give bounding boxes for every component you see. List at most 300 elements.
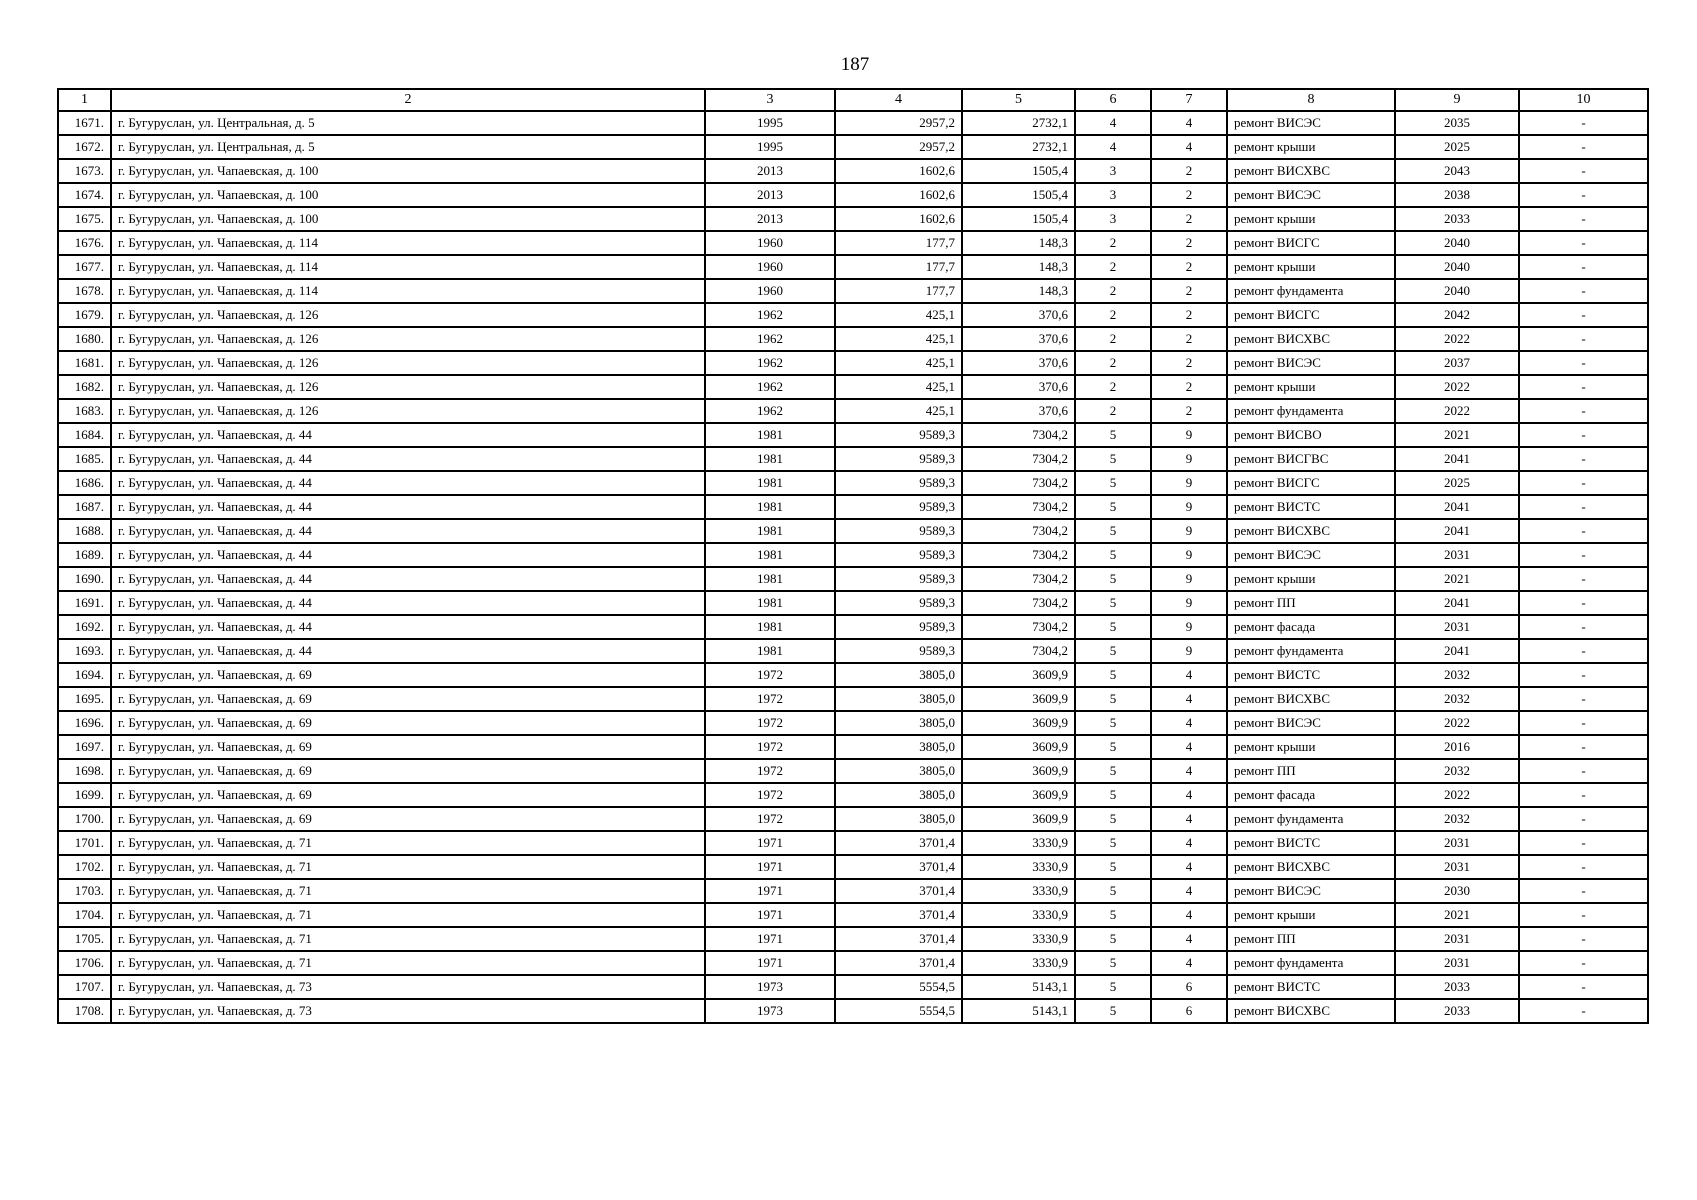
table-row xyxy=(58,159,1648,183)
table-row xyxy=(58,975,1648,999)
planned-year-cell: 2021 xyxy=(1395,903,1519,927)
living-area-cell: 3330,9 xyxy=(962,927,1075,951)
entrances-cell: 2 xyxy=(1151,399,1227,423)
floors-cell: 2 xyxy=(1075,351,1151,375)
table-row xyxy=(58,255,1648,279)
living-area-cell: 370,6 xyxy=(962,327,1075,351)
table-row xyxy=(58,207,1648,231)
entrances-cell: 2 xyxy=(1151,255,1227,279)
address-cell: г. Бугуруслан, ул. Чапаевская, д. 69 xyxy=(111,783,705,807)
living-area-cell: 148,3 xyxy=(962,255,1075,279)
floors-cell: 5 xyxy=(1075,759,1151,783)
total-area-cell: 3805,0 xyxy=(835,687,962,711)
year-built-cell: 1972 xyxy=(705,807,835,831)
note-cell: - xyxy=(1519,135,1648,159)
row-number-cell: 1684. xyxy=(58,423,111,447)
work-type-cell: ремонт ВИСХВС xyxy=(1227,327,1395,351)
floors-cell: 5 xyxy=(1075,879,1151,903)
floors-cell: 2 xyxy=(1075,255,1151,279)
planned-year-cell: 2025 xyxy=(1395,135,1519,159)
total-area-cell: 425,1 xyxy=(835,327,962,351)
total-area-cell: 3701,4 xyxy=(835,879,962,903)
note-cell: - xyxy=(1519,591,1648,615)
floors-cell: 3 xyxy=(1075,183,1151,207)
note-cell: - xyxy=(1519,255,1648,279)
address-cell: г. Бугуруслан, ул. Чапаевская, д. 126 xyxy=(111,303,705,327)
total-area-cell: 1602,6 xyxy=(835,207,962,231)
entrances-cell: 6 xyxy=(1151,999,1227,1023)
total-area-cell: 5554,5 xyxy=(835,975,962,999)
row-number-cell: 1691. xyxy=(58,591,111,615)
year-built-cell: 2013 xyxy=(705,207,835,231)
total-area-cell: 425,1 xyxy=(835,375,962,399)
year-built-cell: 2013 xyxy=(705,159,835,183)
table-row xyxy=(58,951,1648,975)
living-area-cell: 1505,4 xyxy=(962,159,1075,183)
living-area-cell: 7304,2 xyxy=(962,423,1075,447)
address-cell: г. Бугуруслан, ул. Центральная, д. 5 xyxy=(111,111,705,135)
living-area-cell: 7304,2 xyxy=(962,615,1075,639)
planned-year-cell: 2032 xyxy=(1395,759,1519,783)
floors-cell: 5 xyxy=(1075,495,1151,519)
address-cell: г. Бугуруслан, ул. Чапаевская, д. 71 xyxy=(111,903,705,927)
total-area-cell: 9589,3 xyxy=(835,543,962,567)
floors-cell: 5 xyxy=(1075,687,1151,711)
row-number-cell: 1696. xyxy=(58,711,111,735)
table-row xyxy=(58,231,1648,255)
living-area-cell: 7304,2 xyxy=(962,639,1075,663)
row-number-cell: 1688. xyxy=(58,519,111,543)
entrances-cell: 4 xyxy=(1151,927,1227,951)
living-area-cell: 3330,9 xyxy=(962,855,1075,879)
row-number-cell: 1671. xyxy=(58,111,111,135)
address-cell: г. Бугуруслан, ул. Чапаевская, д. 44 xyxy=(111,471,705,495)
work-type-cell: ремонт ВИСХВС xyxy=(1227,855,1395,879)
table-row xyxy=(58,471,1648,495)
entrances-cell: 4 xyxy=(1151,807,1227,831)
table-row xyxy=(58,999,1648,1023)
address-cell: г. Бугуруслан, ул. Чапаевская, д. 73 xyxy=(111,975,705,999)
entrances-cell: 4 xyxy=(1151,759,1227,783)
address-cell: г. Бугуруслан, ул. Чапаевская, д. 44 xyxy=(111,543,705,567)
living-area-cell: 7304,2 xyxy=(962,591,1075,615)
entrances-cell: 2 xyxy=(1151,207,1227,231)
entrances-cell: 4 xyxy=(1151,783,1227,807)
note-cell: - xyxy=(1519,831,1648,855)
note-cell: - xyxy=(1519,399,1648,423)
floors-cell: 3 xyxy=(1075,207,1151,231)
total-area-cell: 3805,0 xyxy=(835,711,962,735)
planned-year-cell: 2033 xyxy=(1395,207,1519,231)
total-area-cell: 9589,3 xyxy=(835,519,962,543)
work-type-cell: ремонт ПП xyxy=(1227,927,1395,951)
total-area-cell: 425,1 xyxy=(835,399,962,423)
address-cell: г. Бугуруслан, ул. Чапаевская, д. 126 xyxy=(111,399,705,423)
total-area-cell: 3805,0 xyxy=(835,807,962,831)
total-area-cell: 3805,0 xyxy=(835,735,962,759)
total-area-cell: 3805,0 xyxy=(835,663,962,687)
floors-cell: 2 xyxy=(1075,279,1151,303)
table-row xyxy=(58,135,1648,159)
living-area-cell: 3330,9 xyxy=(962,879,1075,903)
planned-year-cell: 2022 xyxy=(1395,327,1519,351)
living-area-cell: 7304,2 xyxy=(962,567,1075,591)
planned-year-cell: 2031 xyxy=(1395,831,1519,855)
row-number-cell: 1708. xyxy=(58,999,111,1023)
floors-cell: 5 xyxy=(1075,639,1151,663)
total-area-cell: 9589,3 xyxy=(835,639,962,663)
total-area-cell: 177,7 xyxy=(835,279,962,303)
floors-cell: 5 xyxy=(1075,471,1151,495)
floors-cell: 5 xyxy=(1075,447,1151,471)
work-type-cell: ремонт ВИСХВС xyxy=(1227,687,1395,711)
total-area-cell: 3701,4 xyxy=(835,831,962,855)
column-header-3: 3 xyxy=(705,89,835,111)
row-number-cell: 1694. xyxy=(58,663,111,687)
planned-year-cell: 2022 xyxy=(1395,399,1519,423)
work-type-cell: ремонт ВИСЭС xyxy=(1227,879,1395,903)
address-cell: г. Бугуруслан, ул. Чапаевская, д. 114 xyxy=(111,231,705,255)
work-type-cell: ремонт ВИСГС xyxy=(1227,231,1395,255)
floors-cell: 3 xyxy=(1075,159,1151,183)
living-area-cell: 3330,9 xyxy=(962,903,1075,927)
work-type-cell: ремонт ПП xyxy=(1227,591,1395,615)
floors-cell: 2 xyxy=(1075,327,1151,351)
row-number-cell: 1678. xyxy=(58,279,111,303)
entrances-cell: 9 xyxy=(1151,639,1227,663)
year-built-cell: 1962 xyxy=(705,303,835,327)
column-header-8: 8 xyxy=(1227,89,1395,111)
entrances-cell: 9 xyxy=(1151,495,1227,519)
year-built-cell: 1981 xyxy=(705,495,835,519)
row-number-cell: 1699. xyxy=(58,783,111,807)
floors-cell: 5 xyxy=(1075,735,1151,759)
year-built-cell: 1981 xyxy=(705,615,835,639)
table-row xyxy=(58,567,1648,591)
planned-year-cell: 2032 xyxy=(1395,807,1519,831)
total-area-cell: 1602,6 xyxy=(835,159,962,183)
work-type-cell: ремонт ПП xyxy=(1227,759,1395,783)
table-row xyxy=(58,759,1648,783)
total-area-cell: 9589,3 xyxy=(835,567,962,591)
address-cell: г. Бугуруслан, ул. Чапаевская, д. 69 xyxy=(111,807,705,831)
entrances-cell: 2 xyxy=(1151,375,1227,399)
living-area-cell: 3330,9 xyxy=(962,831,1075,855)
work-type-cell: ремонт ВИСТС xyxy=(1227,831,1395,855)
living-area-cell: 3609,9 xyxy=(962,663,1075,687)
total-area-cell: 425,1 xyxy=(835,303,962,327)
address-cell: г. Бугуруслан, ул. Чапаевская, д. 69 xyxy=(111,735,705,759)
floors-cell: 2 xyxy=(1075,231,1151,255)
entrances-cell: 4 xyxy=(1151,663,1227,687)
column-header-2: 2 xyxy=(111,89,705,111)
year-built-cell: 1981 xyxy=(705,423,835,447)
row-number-cell: 1698. xyxy=(58,759,111,783)
planned-year-cell: 2041 xyxy=(1395,639,1519,663)
table-row xyxy=(58,519,1648,543)
note-cell: - xyxy=(1519,543,1648,567)
note-cell: - xyxy=(1519,519,1648,543)
table-row xyxy=(58,903,1648,927)
planned-year-cell: 2022 xyxy=(1395,711,1519,735)
year-built-cell: 1972 xyxy=(705,711,835,735)
planned-year-cell: 2022 xyxy=(1395,375,1519,399)
work-type-cell: ремонт ВИСВО xyxy=(1227,423,1395,447)
year-built-cell: 1971 xyxy=(705,879,835,903)
note-cell: - xyxy=(1519,927,1648,951)
living-area-cell: 5143,1 xyxy=(962,975,1075,999)
total-area-cell: 425,1 xyxy=(835,351,962,375)
entrances-cell: 9 xyxy=(1151,519,1227,543)
address-cell: г. Бугуруслан, ул. Чапаевская, д. 44 xyxy=(111,495,705,519)
work-type-cell: ремонт ВИСЭС xyxy=(1227,111,1395,135)
table-row xyxy=(58,639,1648,663)
year-built-cell: 1962 xyxy=(705,351,835,375)
table-row xyxy=(58,927,1648,951)
note-cell: - xyxy=(1519,735,1648,759)
year-built-cell: 1971 xyxy=(705,855,835,879)
note-cell: - xyxy=(1519,639,1648,663)
entrances-cell: 4 xyxy=(1151,855,1227,879)
work-type-cell: ремонт фасада xyxy=(1227,615,1395,639)
row-number-cell: 1675. xyxy=(58,207,111,231)
entrances-cell: 4 xyxy=(1151,951,1227,975)
address-cell: г. Бугуруслан, ул. Чапаевская, д. 126 xyxy=(111,351,705,375)
table-row xyxy=(58,183,1648,207)
work-type-cell: ремонт крыши xyxy=(1227,375,1395,399)
floors-cell: 4 xyxy=(1075,135,1151,159)
entrances-cell: 2 xyxy=(1151,351,1227,375)
address-cell: г. Бугуруслан, ул. Чапаевская, д. 126 xyxy=(111,327,705,351)
entrances-cell: 9 xyxy=(1151,423,1227,447)
address-cell: г. Бугуруслан, ул. Чапаевская, д. 126 xyxy=(111,375,705,399)
address-cell: г. Бугуруслан, ул. Чапаевская, д. 71 xyxy=(111,855,705,879)
table-row xyxy=(58,663,1648,687)
row-number-cell: 1686. xyxy=(58,471,111,495)
table-row xyxy=(58,423,1648,447)
floors-cell: 5 xyxy=(1075,711,1151,735)
work-type-cell: ремонт фундамента xyxy=(1227,399,1395,423)
year-built-cell: 1962 xyxy=(705,375,835,399)
work-type-cell: ремонт ВИСЭС xyxy=(1227,543,1395,567)
note-cell: - xyxy=(1519,495,1648,519)
living-area-cell: 3609,9 xyxy=(962,783,1075,807)
note-cell: - xyxy=(1519,903,1648,927)
row-number-cell: 1689. xyxy=(58,543,111,567)
note-cell: - xyxy=(1519,975,1648,999)
entrances-cell: 4 xyxy=(1151,879,1227,903)
column-header-6: 6 xyxy=(1075,89,1151,111)
address-cell: г. Бугуруслан, ул. Чапаевская, д. 44 xyxy=(111,591,705,615)
row-number-cell: 1700. xyxy=(58,807,111,831)
floors-cell: 5 xyxy=(1075,663,1151,687)
row-number-cell: 1702. xyxy=(58,855,111,879)
note-cell: - xyxy=(1519,279,1648,303)
planned-year-cell: 2042 xyxy=(1395,303,1519,327)
work-type-cell: ремонт ВИСГС xyxy=(1227,471,1395,495)
living-area-cell: 5143,1 xyxy=(962,999,1075,1023)
year-built-cell: 1962 xyxy=(705,327,835,351)
living-area-cell: 370,6 xyxy=(962,303,1075,327)
address-cell: г. Бугуруслан, ул. Чапаевская, д. 44 xyxy=(111,447,705,471)
table-row xyxy=(58,879,1648,903)
work-type-cell: ремонт ВИСЭС xyxy=(1227,183,1395,207)
note-cell: - xyxy=(1519,207,1648,231)
entrances-cell: 9 xyxy=(1151,471,1227,495)
row-number-cell: 1673. xyxy=(58,159,111,183)
living-area-cell: 2732,1 xyxy=(962,111,1075,135)
entrances-cell: 4 xyxy=(1151,903,1227,927)
address-cell: г. Бугуруслан, ул. Чапаевская, д. 44 xyxy=(111,567,705,591)
table-row xyxy=(58,831,1648,855)
address-cell: г. Бугуруслан, ул. Чапаевская, д. 71 xyxy=(111,951,705,975)
table-row xyxy=(58,543,1648,567)
address-cell: г. Бугуруслан, ул. Чапаевская, д. 114 xyxy=(111,279,705,303)
row-number-cell: 1692. xyxy=(58,615,111,639)
repair-schedule-table xyxy=(57,88,1649,1024)
table-row xyxy=(58,807,1648,831)
table-body xyxy=(58,111,1648,1023)
address-cell: г. Бугуруслан, ул. Чапаевская, д. 69 xyxy=(111,759,705,783)
planned-year-cell: 2037 xyxy=(1395,351,1519,375)
address-cell: г. Бугуруслан, ул. Чапаевская, д. 69 xyxy=(111,663,705,687)
work-type-cell: ремонт крыши xyxy=(1227,255,1395,279)
year-built-cell: 1981 xyxy=(705,519,835,543)
floors-cell: 5 xyxy=(1075,951,1151,975)
year-built-cell: 1995 xyxy=(705,111,835,135)
living-area-cell: 3609,9 xyxy=(962,711,1075,735)
total-area-cell: 5554,5 xyxy=(835,999,962,1023)
row-number-cell: 1680. xyxy=(58,327,111,351)
entrances-cell: 9 xyxy=(1151,591,1227,615)
total-area-cell: 9589,3 xyxy=(835,471,962,495)
planned-year-cell: 2040 xyxy=(1395,255,1519,279)
year-built-cell: 1972 xyxy=(705,759,835,783)
row-number-cell: 1687. xyxy=(58,495,111,519)
total-area-cell: 3805,0 xyxy=(835,759,962,783)
address-cell: г. Бугуруслан, ул. Чапаевская, д. 71 xyxy=(111,927,705,951)
floors-cell: 5 xyxy=(1075,567,1151,591)
planned-year-cell: 2033 xyxy=(1395,999,1519,1023)
work-type-cell: ремонт фундамента xyxy=(1227,279,1395,303)
address-cell: г. Бугуруслан, ул. Чапаевская, д. 44 xyxy=(111,639,705,663)
row-number-cell: 1674. xyxy=(58,183,111,207)
row-number-cell: 1685. xyxy=(58,447,111,471)
row-number-cell: 1679. xyxy=(58,303,111,327)
floors-cell: 5 xyxy=(1075,615,1151,639)
work-type-cell: ремонт фундамента xyxy=(1227,639,1395,663)
total-area-cell: 3701,4 xyxy=(835,927,962,951)
column-header-5: 5 xyxy=(962,89,1075,111)
entrances-cell: 4 xyxy=(1151,831,1227,855)
year-built-cell: 1962 xyxy=(705,399,835,423)
living-area-cell: 148,3 xyxy=(962,279,1075,303)
work-type-cell: ремонт ВИСХВС xyxy=(1227,999,1395,1023)
year-built-cell: 1973 xyxy=(705,975,835,999)
year-built-cell: 1971 xyxy=(705,927,835,951)
table-row xyxy=(58,327,1648,351)
note-cell: - xyxy=(1519,111,1648,135)
row-number-cell: 1706. xyxy=(58,951,111,975)
living-area-cell: 370,6 xyxy=(962,375,1075,399)
year-built-cell: 1972 xyxy=(705,663,835,687)
note-cell: - xyxy=(1519,351,1648,375)
planned-year-cell: 2043 xyxy=(1395,159,1519,183)
planned-year-cell: 2031 xyxy=(1395,615,1519,639)
column-header-1: 1 xyxy=(58,89,111,111)
living-area-cell: 370,6 xyxy=(962,399,1075,423)
living-area-cell: 3609,9 xyxy=(962,735,1075,759)
note-cell: - xyxy=(1519,759,1648,783)
work-type-cell: ремонт ВИСХВС xyxy=(1227,159,1395,183)
row-number-cell: 1705. xyxy=(58,927,111,951)
total-area-cell: 9589,3 xyxy=(835,591,962,615)
entrances-cell: 4 xyxy=(1151,687,1227,711)
year-built-cell: 1981 xyxy=(705,471,835,495)
work-type-cell: ремонт ВИСЭС xyxy=(1227,351,1395,375)
year-built-cell: 1981 xyxy=(705,543,835,567)
floors-cell: 5 xyxy=(1075,519,1151,543)
entrances-cell: 2 xyxy=(1151,183,1227,207)
floors-cell: 5 xyxy=(1075,855,1151,879)
note-cell: - xyxy=(1519,999,1648,1023)
work-type-cell: ремонт крыши xyxy=(1227,735,1395,759)
year-built-cell: 1973 xyxy=(705,999,835,1023)
floors-cell: 2 xyxy=(1075,375,1151,399)
planned-year-cell: 2016 xyxy=(1395,735,1519,759)
entrances-cell: 4 xyxy=(1151,735,1227,759)
year-built-cell: 1995 xyxy=(705,135,835,159)
address-cell: г. Бугуруслан, ул. Чапаевская, д. 100 xyxy=(111,183,705,207)
work-type-cell: ремонт ВИСТС xyxy=(1227,495,1395,519)
planned-year-cell: 2021 xyxy=(1395,423,1519,447)
floors-cell: 5 xyxy=(1075,975,1151,999)
floors-cell: 5 xyxy=(1075,927,1151,951)
table-row xyxy=(58,711,1648,735)
note-cell: - xyxy=(1519,183,1648,207)
table-row xyxy=(58,111,1648,135)
total-area-cell: 2957,2 xyxy=(835,111,962,135)
page-number: 187 xyxy=(840,54,870,75)
planned-year-cell: 2041 xyxy=(1395,495,1519,519)
row-number-cell: 1681. xyxy=(58,351,111,375)
table-row xyxy=(58,591,1648,615)
row-number-cell: 1695. xyxy=(58,687,111,711)
entrances-cell: 2 xyxy=(1151,327,1227,351)
planned-year-cell: 2040 xyxy=(1395,231,1519,255)
planned-year-cell: 2022 xyxy=(1395,783,1519,807)
table-row xyxy=(58,303,1648,327)
total-area-cell: 1602,6 xyxy=(835,183,962,207)
entrances-cell: 9 xyxy=(1151,567,1227,591)
work-type-cell: ремонт фундамента xyxy=(1227,951,1395,975)
total-area-cell: 3805,0 xyxy=(835,783,962,807)
note-cell: - xyxy=(1519,951,1648,975)
table-row xyxy=(58,783,1648,807)
table-row xyxy=(58,447,1648,471)
row-number-cell: 1693. xyxy=(58,639,111,663)
year-built-cell: 1971 xyxy=(705,951,835,975)
note-cell: - xyxy=(1519,855,1648,879)
table-row xyxy=(58,495,1648,519)
table-row xyxy=(58,687,1648,711)
year-built-cell: 2013 xyxy=(705,183,835,207)
planned-year-cell: 2032 xyxy=(1395,663,1519,687)
entrances-cell: 2 xyxy=(1151,303,1227,327)
planned-year-cell: 2041 xyxy=(1395,519,1519,543)
work-type-cell: ремонт ВИСТС xyxy=(1227,975,1395,999)
planned-year-cell: 2031 xyxy=(1395,927,1519,951)
